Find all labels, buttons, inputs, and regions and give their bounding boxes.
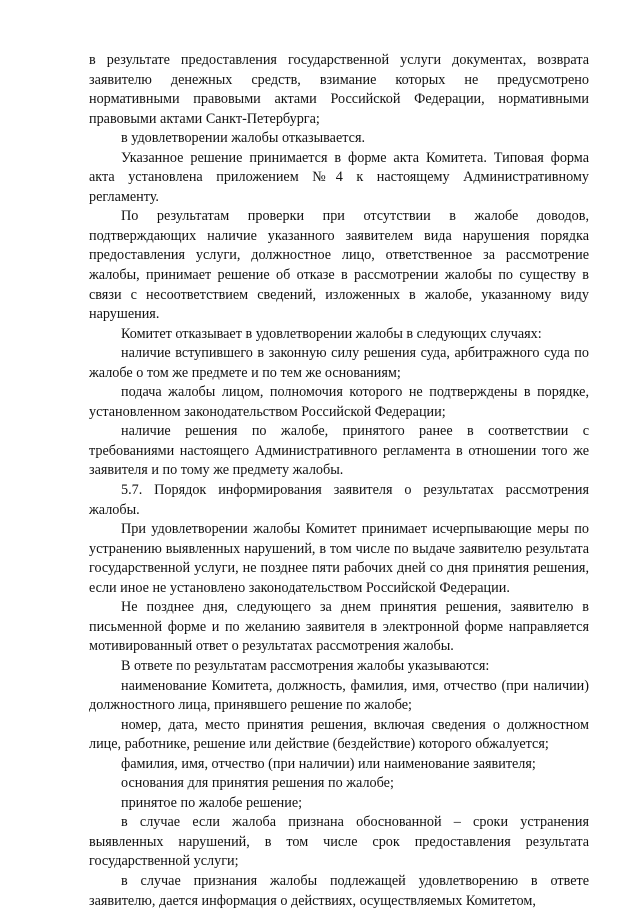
paragraph-prior-decision: наличие решения по жалобе, принятого ранее в соответствии с требованиями настоящего Административного регламента в отношении того же заявителя и по тому же предмету жалобы. bbox=[89, 423, 589, 479]
paragraph-decision-form: Указанное решение принимается в форме акта Комитета. Типовая форма акта установлена приложением №4 к настоящему Административному регламенту. bbox=[89, 149, 589, 205]
list-item-decision-taken: принятое по жалобе решение; bbox=[121, 794, 303, 811]
paragraph-refund-continuation: в результате предоставления государственной услуги документах, возврата заявителю денежных средств, взимание которых не предусмотрено нормативными правовыми актами Российской Федерации, нормативными правовыми актами Санкт-Петербурга; bbox=[89, 52, 589, 127]
paragraph-complaint-rejected: в удовлетворении жалобы отказывается. bbox=[121, 130, 366, 147]
paragraph-response-contents-intro: В ответе по результатам рассмотрения жалобы указываются: bbox=[121, 657, 490, 674]
paragraph-satisfaction-measures: При удовлетворении жалобы Комитет принимает исчерпывающие меры по устранению выявленных нарушений, в том числе по выдаче заявителю результата государственной услуги, не позднее пяти рабочих дней со дня принятия решения, если иное не установлено законодательством Российской Федерации. bbox=[89, 521, 589, 596]
paragraph-refusal-to-review: По результатам проверки при отсутствии в жалобе доводов, подтверждающих наличие указанного заявителем вида нарушения порядка предоставления услуги, должностное лицо, ответственное за рассмотрение жалобы, принимает решение об отказе в рассмотрении жалобы по существу в связи с несоответствием сведений, изложенных в жалобе, указанному виду нарушения. bbox=[89, 208, 589, 323]
paragraph-court-decision: наличие вступившего в законную силу решения суда, арбитражного суда по жалобе о том же предмете и по тем же основаниям; bbox=[89, 345, 589, 381]
list-item-remedy-deadlines: в случае если жалоба признана обоснованной – сроки устранения выявленных нарушений, в том числе срок предоставления результата государственной услуги; bbox=[89, 814, 589, 870]
document-body bbox=[89, 51, 589, 911]
paragraph-refusal-cases-intro: Комитет отказывает в удовлетворении жалобы в следующих случаях: bbox=[121, 325, 542, 342]
list-item-applicant-name: фамилия, имя, отчество (при наличии) или наименование заявителя; bbox=[121, 755, 536, 772]
paragraph-unconfirmed-authority: подача жалобы лицом, полномочия которого не подтверждены в порядке, установленном законодательством Российской Федерации; bbox=[89, 384, 589, 420]
list-item-decision-details: номер, дата, место принятия решения, включая сведения о должностном лице, работнике, решение или действие (бездействие) которого обжалуется; bbox=[89, 716, 589, 753]
list-item-actions-info: в случае признания жалобы подлежащей удовлетворению в ответе заявителю, дается информация о действиях, осуществляемых Комитетом, bbox=[89, 872, 589, 909]
section-5-7-heading: 5.7. Порядок информирования заявителя о результатах рассмотрения жалобы. bbox=[89, 482, 589, 518]
list-item-decision-grounds: основания для принятия решения по жалобе; bbox=[121, 775, 394, 792]
list-item-committee-name: наименование Комитета, должность, фамилия, имя, отчество (при наличии) должностного лица, принявшего решение по жалобе; bbox=[89, 677, 589, 714]
paragraph-reasoned-response: Не позднее дня, следующего за днем принятия решения, заявителю в письменной форме и по желанию заявителя в электронной форме направляется мотивированный ответ о результатах рассмотрения жалобы. bbox=[89, 599, 589, 655]
